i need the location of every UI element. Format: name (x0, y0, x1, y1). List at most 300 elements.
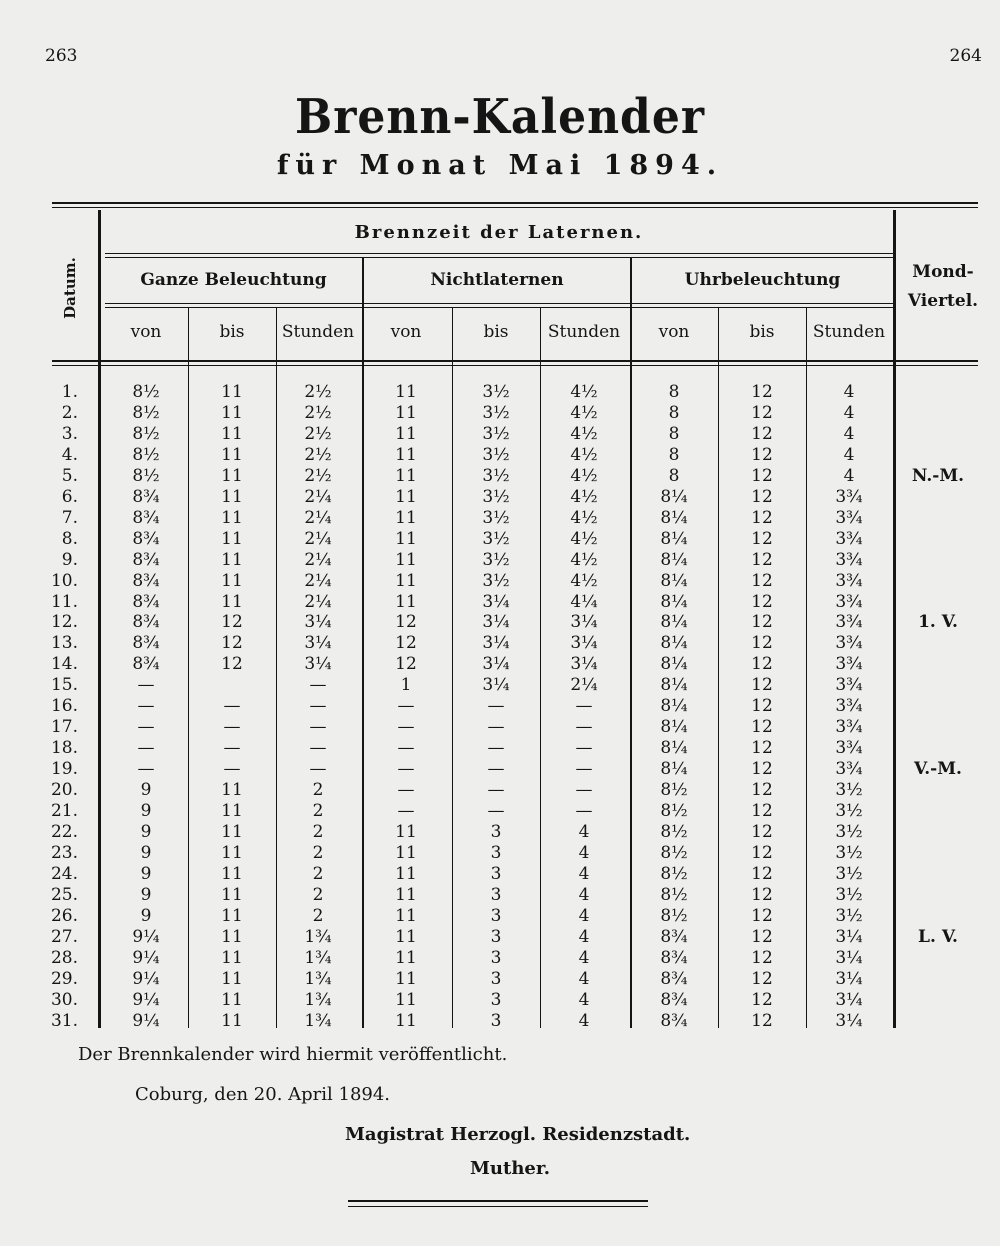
value-cell: 4 (578, 990, 590, 1010)
value-cell: 9¼ (132, 927, 160, 947)
value-cell: 11 (395, 445, 417, 465)
value-cell: — (575, 696, 593, 716)
value-cell: 11 (221, 990, 243, 1010)
value-cell: 4 (843, 403, 855, 423)
value-cell: 4 (578, 822, 590, 842)
value-cell: 4½ (570, 508, 598, 528)
value-cell: 4½ (570, 445, 598, 465)
day-cell: 18. (50, 738, 78, 758)
day-cell: 28. (50, 948, 78, 968)
value-cell: 4½ (570, 424, 598, 444)
value-cell: 3½ (835, 780, 863, 800)
value-cell: 11 (221, 508, 243, 528)
value-cell: — (575, 759, 593, 779)
value-cell: 3¼ (482, 612, 510, 632)
value-cell: 8¼ (660, 738, 688, 758)
value-cell: 3¾ (835, 508, 863, 528)
value-cell: 4½ (570, 487, 598, 507)
value-cell: 3¾ (835, 571, 863, 591)
value-cell: 12 (221, 633, 243, 653)
value-cell: 11 (395, 529, 417, 549)
value-cell: 8½ (660, 822, 688, 842)
subcolumn-header: von (658, 322, 690, 342)
day-cell: 1. (61, 382, 78, 402)
value-cell: 9 (140, 906, 152, 926)
value-cell: 4 (578, 843, 590, 863)
value-cell: — (137, 717, 155, 737)
value-cell: 9¼ (132, 990, 160, 1010)
value-cell: 4¼ (570, 592, 598, 612)
value-cell: 3¼ (570, 612, 598, 632)
value-cell: — (575, 801, 593, 821)
value-cell: 11 (395, 990, 417, 1010)
value-cell: 12 (751, 592, 773, 612)
value-cell: 12 (751, 633, 773, 653)
value-cell: 12 (751, 843, 773, 863)
value-cell: 8½ (660, 864, 688, 884)
value-cell: — (487, 696, 505, 716)
value-cell: 8 (668, 382, 680, 402)
value-cell: 12 (751, 508, 773, 528)
value-cell: — (397, 759, 415, 779)
value-cell: 12 (751, 612, 773, 632)
value-cell: — (397, 780, 415, 800)
day-cell: 7. (61, 508, 78, 528)
value-cell: 3¼ (835, 969, 863, 989)
value-cell: 12 (395, 612, 417, 632)
value-cell: 12 (751, 948, 773, 968)
value-cell: 3½ (482, 382, 510, 402)
mond-header-line1: Mond- (912, 262, 974, 282)
value-cell: 8½ (660, 843, 688, 863)
value-cell: 8¾ (132, 508, 160, 528)
value-cell: 8¼ (660, 696, 688, 716)
value-cell: 3½ (835, 843, 863, 863)
value-cell: 8¾ (132, 487, 160, 507)
value-cell: 8¼ (660, 717, 688, 737)
value-cell: — (309, 696, 327, 716)
value-cell: 4 (843, 466, 855, 486)
value-cell: 4½ (570, 403, 598, 423)
value-cell: 3¼ (304, 654, 332, 674)
value-cell: 1¾ (304, 990, 332, 1010)
value-cell: 3¾ (835, 529, 863, 549)
value-cell: — (487, 780, 505, 800)
value-cell: 11 (395, 822, 417, 842)
moon-phase-cell: N.-M. (911, 466, 965, 486)
group-rule-2 (630, 258, 632, 1028)
value-cell: 1¾ (304, 969, 332, 989)
value-cell: 2½ (304, 466, 332, 486)
day-cell: 23. (50, 843, 78, 863)
value-cell: 3½ (835, 885, 863, 905)
value-cell: 8¾ (132, 592, 160, 612)
value-cell: 9 (140, 801, 152, 821)
value-cell: 9 (140, 780, 152, 800)
value-cell: — (309, 738, 327, 758)
value-cell: 2¼ (304, 550, 332, 570)
value-cell: 11 (221, 801, 243, 821)
value-cell: 12 (751, 759, 773, 779)
brennzeit-header: Brennzeit der Laternen. (354, 222, 644, 243)
value-cell: 3¼ (835, 948, 863, 968)
value-cell: 3½ (482, 487, 510, 507)
value-cell: 8½ (660, 780, 688, 800)
group-rule-1 (362, 258, 364, 1028)
value-cell: 11 (395, 843, 417, 863)
value-cell: 3¼ (835, 990, 863, 1010)
value-cell: 11 (395, 424, 417, 444)
subcolumn-header: bis (483, 322, 509, 342)
value-cell: 3¼ (304, 633, 332, 653)
value-cell: 8¾ (132, 529, 160, 549)
value-cell: 12 (751, 885, 773, 905)
value-cell: 4 (578, 948, 590, 968)
value-cell: — (137, 759, 155, 779)
value-cell: 11 (221, 822, 243, 842)
value-cell: 3¼ (482, 675, 510, 695)
value-cell: 3¾ (835, 696, 863, 716)
document-subtitle: für Monat Mai 1894. (276, 150, 724, 181)
table-top-rule (52, 202, 978, 204)
mond-header (898, 258, 988, 316)
value-cell: — (575, 780, 593, 800)
place-date: Coburg, den 20. April 1894. (135, 1084, 391, 1105)
value-cell: 11 (221, 906, 243, 926)
day-cell: 27. (50, 927, 78, 947)
value-cell: 3¾ (835, 759, 863, 779)
value-cell: 8¾ (132, 633, 160, 653)
day-cell: 6. (61, 487, 78, 507)
value-cell: 2½ (304, 424, 332, 444)
header-rule-1b (105, 257, 893, 258)
document-title: Brenn-Kalender (295, 89, 705, 146)
value-cell: 8¾ (660, 1011, 688, 1031)
value-cell: 11 (395, 1011, 417, 1031)
subcolumn-header: Stunden (812, 322, 886, 342)
value-cell: 3 (490, 990, 502, 1010)
value-cell: 11 (221, 550, 243, 570)
group-header-nicht: Nichtlaternen (430, 270, 564, 290)
col-rule (188, 308, 189, 1028)
subcolumn-header: bis (219, 322, 245, 342)
value-cell: — (223, 717, 241, 737)
value-cell: 4½ (570, 529, 598, 549)
value-cell: 12 (751, 403, 773, 423)
value-cell: 1¾ (304, 948, 332, 968)
header-bottom-rule-thin (52, 365, 978, 366)
day-cell: 25. (50, 885, 78, 905)
value-cell: 2¼ (304, 592, 332, 612)
moon-phase-cell: 1. V. (918, 612, 958, 632)
value-cell: 11 (221, 424, 243, 444)
value-cell: 8¼ (660, 654, 688, 674)
value-cell: 12 (751, 571, 773, 591)
value-cell: 3 (490, 843, 502, 863)
value-cell: 12 (751, 906, 773, 926)
value-cell: 11 (221, 780, 243, 800)
day-cell: 10. (50, 571, 78, 591)
value-cell: 3½ (482, 403, 510, 423)
value-cell: 9 (140, 822, 152, 842)
value-cell: 8¼ (660, 529, 688, 549)
value-cell: 3¾ (835, 633, 863, 653)
value-cell: 3¼ (482, 654, 510, 674)
day-cell: 9. (61, 550, 78, 570)
value-cell: — (309, 675, 327, 695)
value-cell: 11 (221, 466, 243, 486)
value-cell: 3½ (482, 508, 510, 528)
day-cell: 16. (50, 696, 78, 716)
value-cell: — (397, 801, 415, 821)
value-cell: 3½ (482, 529, 510, 549)
page-number-right: 264 (949, 46, 982, 66)
value-cell: 12 (395, 633, 417, 653)
day-cell: 5. (61, 466, 78, 486)
value-cell: 2½ (304, 445, 332, 465)
value-cell: 3½ (835, 906, 863, 926)
value-cell: 3½ (482, 445, 510, 465)
value-cell: 3¼ (482, 592, 510, 612)
closing-rule-thin (348, 1206, 648, 1207)
closing-rule (348, 1200, 648, 1202)
value-cell: 2½ (304, 382, 332, 402)
value-cell: 12 (221, 654, 243, 674)
value-cell: 2 (312, 885, 324, 905)
value-cell: 3 (490, 822, 502, 842)
value-cell: 3¾ (835, 738, 863, 758)
value-cell: 8 (668, 424, 680, 444)
value-cell: 12 (751, 466, 773, 486)
value-cell: — (223, 738, 241, 758)
value-cell: 9 (140, 864, 152, 884)
value-cell: 4 (843, 424, 855, 444)
day-cell: 17. (50, 717, 78, 737)
value-cell: 1¾ (304, 1011, 332, 1031)
value-cell: 11 (221, 864, 243, 884)
value-cell: 4½ (570, 466, 598, 486)
subcolumn-header: von (390, 322, 422, 342)
value-cell: 11 (221, 948, 243, 968)
value-cell: 8¼ (660, 633, 688, 653)
value-cell: 11 (221, 592, 243, 612)
value-cell: 8¼ (660, 592, 688, 612)
value-cell: 12 (751, 927, 773, 947)
value-cell: 3½ (482, 550, 510, 570)
day-cell: 15. (50, 675, 78, 695)
value-cell: 4 (578, 906, 590, 926)
value-cell: 3¾ (835, 487, 863, 507)
value-cell: 3¼ (835, 927, 863, 947)
value-cell: — (397, 717, 415, 737)
col-rule (806, 308, 807, 1028)
value-cell: 8¼ (660, 550, 688, 570)
value-cell: 3¼ (570, 654, 598, 674)
value-cell: 3 (490, 948, 502, 968)
day-cell: 24. (50, 864, 78, 884)
value-cell: 3 (490, 969, 502, 989)
value-cell: 8 (668, 466, 680, 486)
value-cell: 4 (578, 1011, 590, 1031)
value-cell: 11 (395, 487, 417, 507)
value-cell: 12 (751, 969, 773, 989)
datum-column-rule (98, 210, 101, 1028)
value-cell: 11 (395, 508, 417, 528)
value-cell: 2¼ (570, 675, 598, 695)
magistrat-signature: Magistrat Herzogl. Residenzstadt. (345, 1124, 691, 1145)
value-cell: 3¾ (835, 550, 863, 570)
value-cell: 11 (221, 382, 243, 402)
value-cell: 2 (312, 822, 324, 842)
value-cell: 12 (751, 864, 773, 884)
value-cell: — (575, 738, 593, 758)
value-cell: — (137, 696, 155, 716)
value-cell: 3¾ (835, 592, 863, 612)
value-cell: 8½ (132, 466, 160, 486)
value-cell: 3½ (835, 801, 863, 821)
table-top-rule-thin (52, 207, 978, 208)
day-cell: 13. (50, 633, 78, 653)
value-cell: 11 (221, 487, 243, 507)
subcolumn-header: Stunden (547, 322, 621, 342)
col-rule (540, 308, 541, 1028)
value-cell: 8½ (132, 403, 160, 423)
value-cell: 9¼ (132, 969, 160, 989)
day-cell: 20. (50, 780, 78, 800)
value-cell: 8¾ (132, 571, 160, 591)
value-cell: — (223, 759, 241, 779)
day-cell: 4. (61, 445, 78, 465)
value-cell: 3¾ (835, 717, 863, 737)
value-cell: 2 (312, 864, 324, 884)
value-cell: 8¼ (660, 571, 688, 591)
value-cell: 8¾ (660, 927, 688, 947)
value-cell: — (397, 738, 415, 758)
value-cell: 2¼ (304, 508, 332, 528)
day-cell: 3. (61, 424, 78, 444)
value-cell: 11 (395, 466, 417, 486)
value-cell: 1¾ (304, 927, 332, 947)
value-cell: 11 (221, 571, 243, 591)
value-cell: 12 (751, 675, 773, 695)
value-cell: 8½ (132, 424, 160, 444)
value-cell: 8 (668, 403, 680, 423)
value-cell: 11 (221, 1011, 243, 1031)
value-cell: 8¼ (660, 487, 688, 507)
value-cell: 8½ (660, 885, 688, 905)
value-cell: 2 (312, 906, 324, 926)
value-cell: 11 (221, 445, 243, 465)
subcolumn-header: bis (749, 322, 775, 342)
day-cell: 12. (50, 612, 78, 632)
day-cell: 11. (50, 592, 78, 612)
value-cell: 12 (751, 487, 773, 507)
page-number-left: 263 (45, 46, 78, 66)
value-cell: 11 (221, 529, 243, 549)
day-cell: 14. (50, 654, 78, 674)
group-header-ganze: Ganze Beleuchtung (140, 270, 327, 290)
value-cell: 11 (395, 864, 417, 884)
value-cell: 12 (751, 717, 773, 737)
value-cell: 8¾ (132, 654, 160, 674)
value-cell: — (309, 717, 327, 737)
value-cell: 11 (395, 592, 417, 612)
header-rule-2b (105, 307, 893, 308)
value-cell: 8 (668, 445, 680, 465)
header-rule-2 (105, 303, 893, 304)
value-cell: 2¼ (304, 571, 332, 591)
value-cell: 3½ (835, 864, 863, 884)
publication-note: Der Brennkalender wird hiermit veröffentlicht. (78, 1044, 508, 1065)
value-cell: 8¾ (660, 948, 688, 968)
value-cell: 2¼ (304, 487, 332, 507)
value-cell: — (309, 759, 327, 779)
value-cell: 12 (751, 738, 773, 758)
datum-header: Datum. (61, 257, 79, 319)
value-cell: 4 (843, 445, 855, 465)
value-cell: 3¾ (835, 612, 863, 632)
value-cell: 12 (751, 1011, 773, 1031)
value-cell: 3½ (482, 466, 510, 486)
value-cell: 12 (751, 822, 773, 842)
moon-phase-cell: V.-M. (914, 759, 962, 779)
value-cell: 4 (578, 969, 590, 989)
value-cell: 4 (578, 864, 590, 884)
value-cell: 2½ (304, 403, 332, 423)
value-cell: — (487, 717, 505, 737)
value-cell: 3¼ (570, 633, 598, 653)
value-cell: — (487, 738, 505, 758)
value-cell: — (137, 675, 155, 695)
mond-column-rule (893, 210, 896, 1028)
value-cell: — (137, 738, 155, 758)
value-cell: 8½ (132, 445, 160, 465)
col-rule (452, 308, 453, 1028)
value-cell: 11 (221, 927, 243, 947)
value-cell: 11 (395, 382, 417, 402)
col-rule (276, 308, 277, 1028)
value-cell: 3¾ (835, 654, 863, 674)
value-cell: 9¼ (132, 1011, 160, 1031)
value-cell: 3¼ (482, 633, 510, 653)
value-cell: 11 (221, 969, 243, 989)
value-cell: 4 (578, 885, 590, 905)
value-cell: — (487, 801, 505, 821)
value-cell: 8¾ (660, 990, 688, 1010)
value-cell: 3 (490, 885, 502, 905)
value-cell: 11 (395, 550, 417, 570)
value-cell: 8¼ (660, 612, 688, 632)
signatory-name: Muther. (470, 1158, 550, 1179)
day-cell: 8. (61, 529, 78, 549)
day-cell: 2. (61, 403, 78, 423)
value-cell: 3¼ (304, 612, 332, 632)
mond-header-line2: Viertel. (907, 291, 979, 311)
value-cell: 3¼ (835, 1011, 863, 1031)
value-cell: 2 (312, 801, 324, 821)
value-cell: 12 (751, 654, 773, 674)
moon-phase-cell: L. V. (918, 927, 958, 947)
value-cell: 12 (751, 990, 773, 1010)
value-cell: 8¾ (660, 969, 688, 989)
value-cell: 11 (221, 843, 243, 863)
value-cell: 3 (490, 864, 502, 884)
value-cell: 11 (395, 969, 417, 989)
group-header-uhr: Uhrbeleuchtung (684, 270, 841, 290)
value-cell: 4½ (570, 550, 598, 570)
value-cell: 12 (751, 382, 773, 402)
value-cell: 8½ (660, 801, 688, 821)
